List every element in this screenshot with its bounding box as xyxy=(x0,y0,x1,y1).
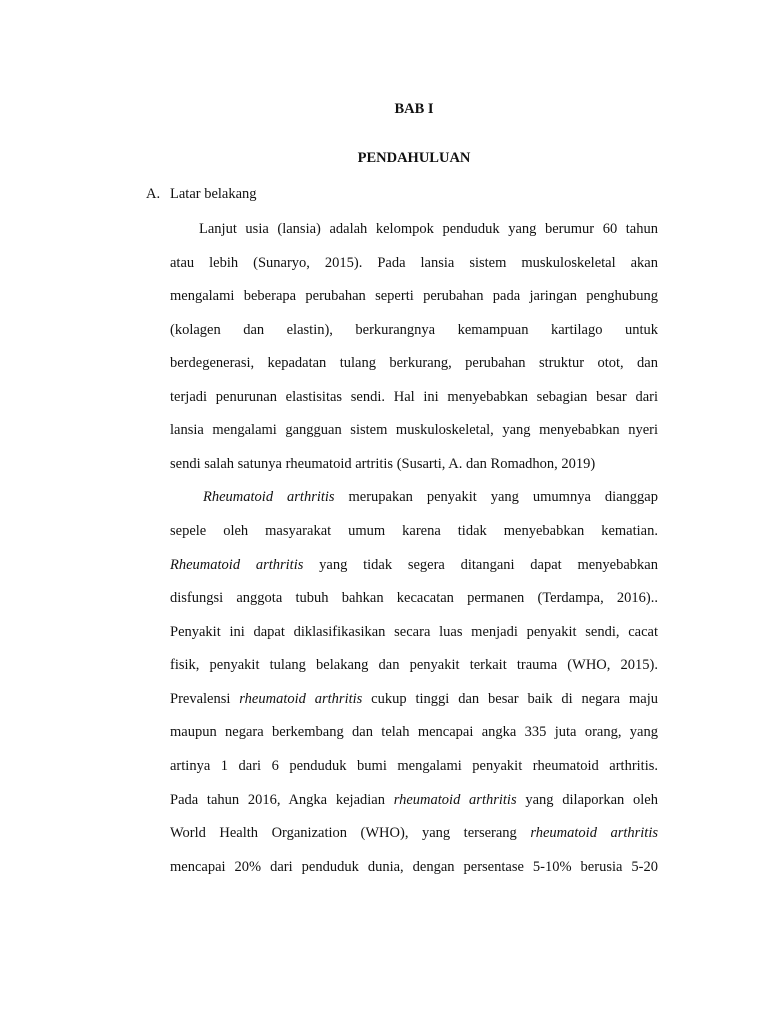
text-span: Prevalensi xyxy=(170,691,240,707)
paragraph-line: lansia mengalami gangguan sistem muskuloskeletal, yang menyebabkan nyeri xyxy=(170,422,658,438)
chapter-heading: BAB I xyxy=(394,101,434,117)
paragraph-line: Penyakit ini dapat diklasifikasikan secara luas menjadi penyakit sendi, cacat xyxy=(170,624,658,640)
paragraph-line: terjadi penurunan elastisitas sendi. Hal ini menyebabkan sebagian besar dari xyxy=(170,389,658,405)
text-span: cukup tinggi dan besar baik di negara maju xyxy=(362,691,658,707)
paragraph-line: artinya 1 dari 6 penduduk bumi mengalami penyakit rheumatoid arthritis. xyxy=(170,758,658,774)
paragraph-line xyxy=(170,488,658,506)
paragraph-line xyxy=(170,690,658,708)
paragraph-line xyxy=(170,791,658,809)
text-span: World Health Organization (WHO), yang terserang xyxy=(170,825,531,841)
text-span: Pada tahun 2016, Angka kejadian xyxy=(170,792,394,808)
paragraph-line: fisik, penyakit tulang belakang dan penyakit terkait trauma (WHO, 2015). xyxy=(170,657,658,673)
paragraph-line: maupun negara berkembang dan telah mencapai angka 335 juta orang, yang xyxy=(170,724,658,740)
italic-term: Rheumatoid arthritis xyxy=(170,557,304,573)
italic-term: rheumatoid arthritis xyxy=(393,792,517,808)
paragraph-line xyxy=(170,556,658,574)
italic-term: Rheumatoid arthritis xyxy=(203,489,335,505)
paragraph-line: berdegenerasi, kepadatan tulang berkurang, perubahan struktur otot, dan xyxy=(170,355,658,371)
paragraph-line: (kolagen dan elastin), berkurangnya kemampuan kartilago untuk xyxy=(170,322,658,338)
paragraph-line: sendi salah satunya rheumatoid artritis (Susarti, A. dan Romadhon, 2019) xyxy=(170,456,596,472)
paragraph-line: atau lebih (Sunaryo, 2015). Pada lansia sistem muskuloskeletal akan xyxy=(170,255,658,271)
text-span: yang dilaporkan oleh xyxy=(516,792,658,808)
paragraph-line: Lanjut usia (lansia) adalah kelompok penduduk yang berumur 60 tahun xyxy=(199,221,658,237)
italic-term: rheumatoid arthritis xyxy=(239,691,363,707)
text-span: merupakan penyakit yang umumnya dianggap xyxy=(334,489,658,505)
italic-term: rheumatoid arthritis xyxy=(530,825,659,841)
section-marker: A. xyxy=(146,186,161,202)
chapter-title: PENDAHULUAN xyxy=(357,150,471,166)
text-span: yang tidak segera ditangani dapat menyebabkan xyxy=(303,557,658,573)
paragraph-line: mengalami beberapa perubahan seperti perubahan pada jaringan penghubung xyxy=(170,288,658,304)
paragraph-line xyxy=(170,824,658,842)
section-title: Latar belakang xyxy=(170,186,257,202)
paragraph-line: sepele oleh masyarakat umum karena tidak menyebabkan kematian. xyxy=(170,523,658,539)
section-heading xyxy=(146,186,257,203)
paragraph-line: mencapai 20% dari penduduk dunia, dengan persentase 5-10% berusia 5-20 xyxy=(170,859,658,875)
paragraph-line: disfungsi anggota tubuh bahkan kecacatan permanen (Terdampa, 2016).. xyxy=(170,590,658,606)
